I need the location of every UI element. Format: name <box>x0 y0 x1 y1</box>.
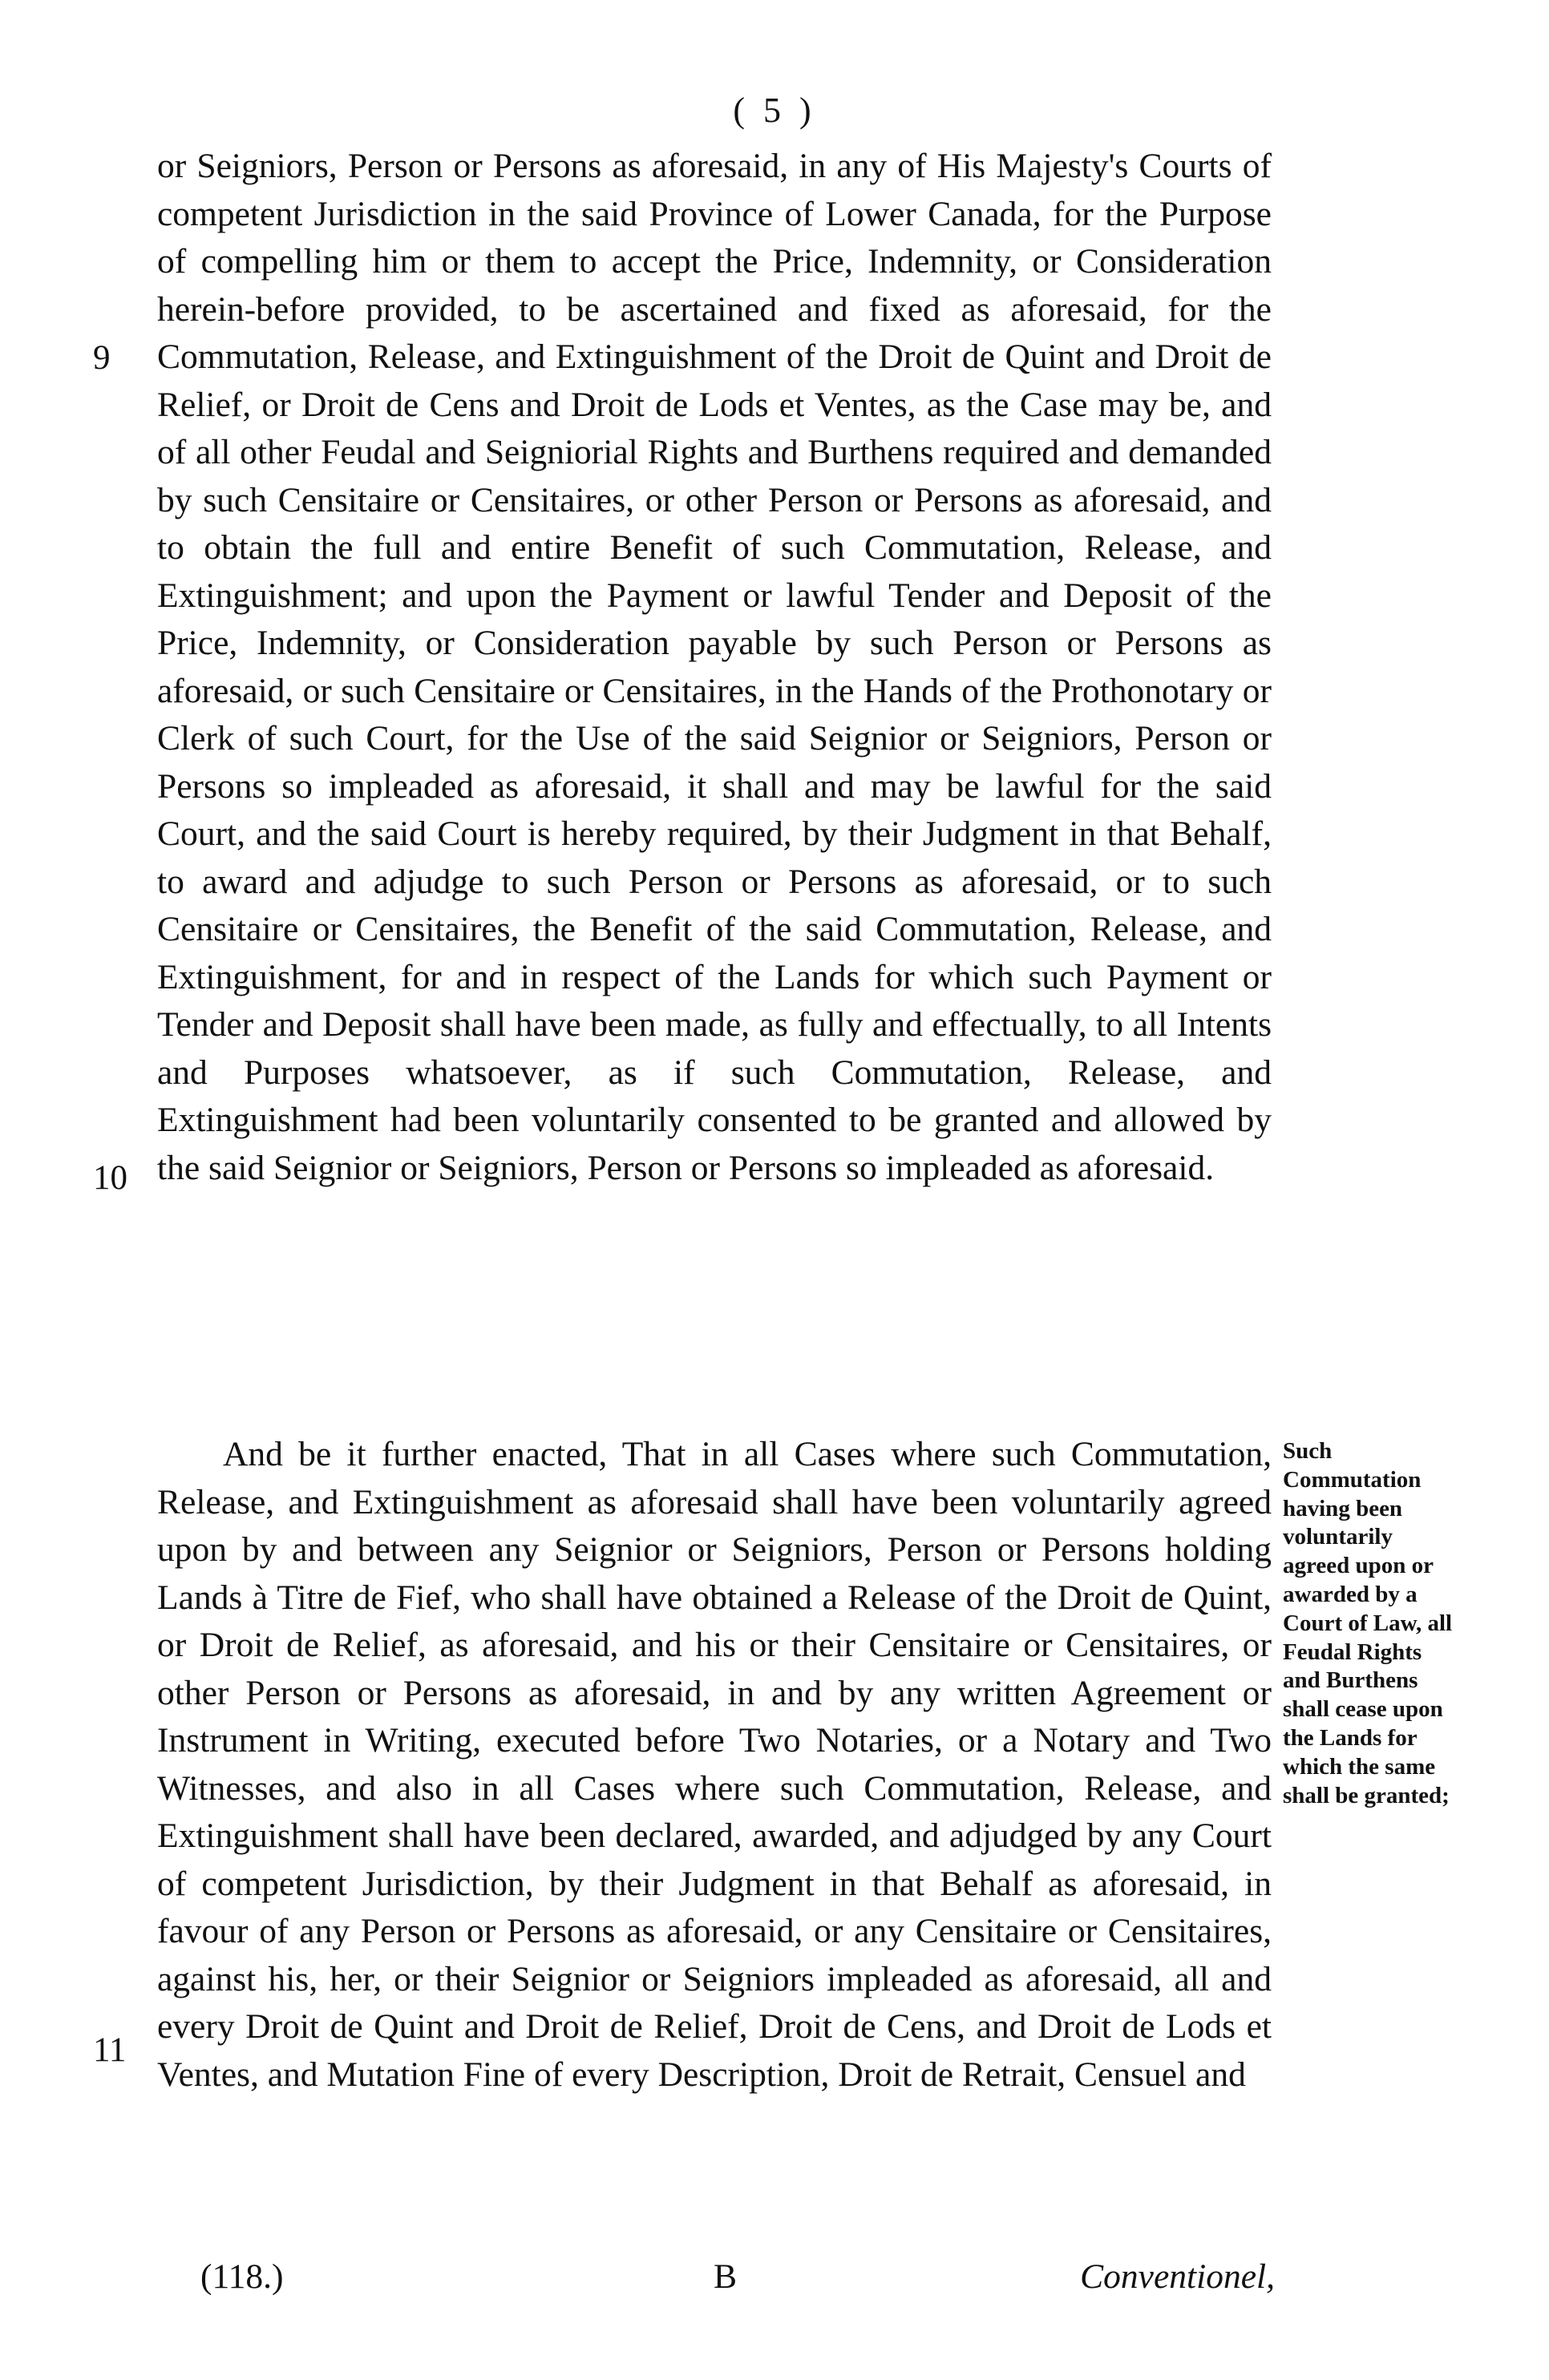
line-number-9: 9 <box>93 339 111 377</box>
catchword: Conventionel, <box>1080 2257 1275 2296</box>
page-number: ( 5 ) <box>733 91 816 130</box>
line-number-10: 10 <box>93 1159 127 1197</box>
paragraph-continuation: or Seigniors, Person or Persons as aforesaid, in any of His Majesty's Courts of competent Jurisdiction in the said Province of Lower Canada, for the Purpose of compelling him or them to accept the Price, Indemnity, or Consideration herein-before provided, to be ascertained and fixed as aforesaid, for the Commutation, Release, and Extinguishment of the Droit de Quint and Droit de Relief, or Droit de Cens and Droit de Lods et Ventes, as the Case may be, and of all other Feudal and Seigniorial Rights and Burthens required and demanded by such Censitaire or Censitaires, or other Person or Persons as aforesaid, and to obtain the full and entire Benefit of such Commutation, Release, and Extinguishment; and upon the Payment or lawful Tender and Deposit of the Price, Indemnity, or Consideration payable by such Person or Persons as aforesaid, or such Censitaire or Censitaires, in the Hands of the Prothonotary or Clerk of such Court, for the Use of the said Seignior or Seigniors, Person or Persons so impleaded as aforesaid, it shall and may be lawful for the said Court, and the said Court is hereby required, by their Judgment in that Behalf, to award and adjudge to such Person or Persons as aforesaid, or to such Censitaire or Censitaires, the Benefit of the said Commutation, Release, and Extinguishment, for and in respect of the Lands for which such Payment or Tender and Deposit shall have been made, as fully and effectually, to all Intents and Purposes whatsoever, as if such Commutation, Release, and Extinguishment had been voluntarily consented to be granted and allowed by the said Seignior or Seigniors, Person or Persons so impleaded as aforesaid. <box>157 147 1272 1187</box>
marginal-note: Such Commutation having been voluntarily agreed upon or awarded by a Court of Law, all Feudal Rights and Burthens shall cease upon the Lands for which the same shall be granted; <box>1283 1438 1453 1808</box>
signature-mark: B <box>714 2257 738 2296</box>
section-continuation <box>157 143 1272 1192</box>
bill-number: (118.) <box>200 2257 284 2296</box>
paragraph-enactment: And be it further enacted, That in all Cases where such Commutation, Release, and Extinguishment as aforesaid shall have been voluntarily agreed upon by and between any Seignior or Seigniors, Person or Persons holding Lands à Titre de Fief, who shall have obtained a Release of the Droit de Quint, or Droit de Relief, as aforesaid, and his or their Censitaire or Censitaires, or other Person or Persons as aforesaid, in and by any written Agreement or Instrument in Writing, executed before Two Notaries, or a Notary and Two Witnesses, and also in all Cases where such Commutation, Release, and Extinguishment shall have been declared, awarded, and adjudged by any Court of competent Jurisdiction, by their Judgment in that Behalf as aforesaid, in favour of any Person or Persons as aforesaid, or any Censitaire or Censitaires, against his, her, or their Seignior or Seigniors impleaded as aforesaid, all and every Droit de Quint and Droit de Relief, Droit de Cens, and Droit de Lods et Ventes, and Mutation Fine of every Description, Droit de Retrait, Censuel and <box>157 1435 1272 2094</box>
line-number-11: 11 <box>93 2031 127 2069</box>
section-enactment <box>157 1431 1272 2099</box>
